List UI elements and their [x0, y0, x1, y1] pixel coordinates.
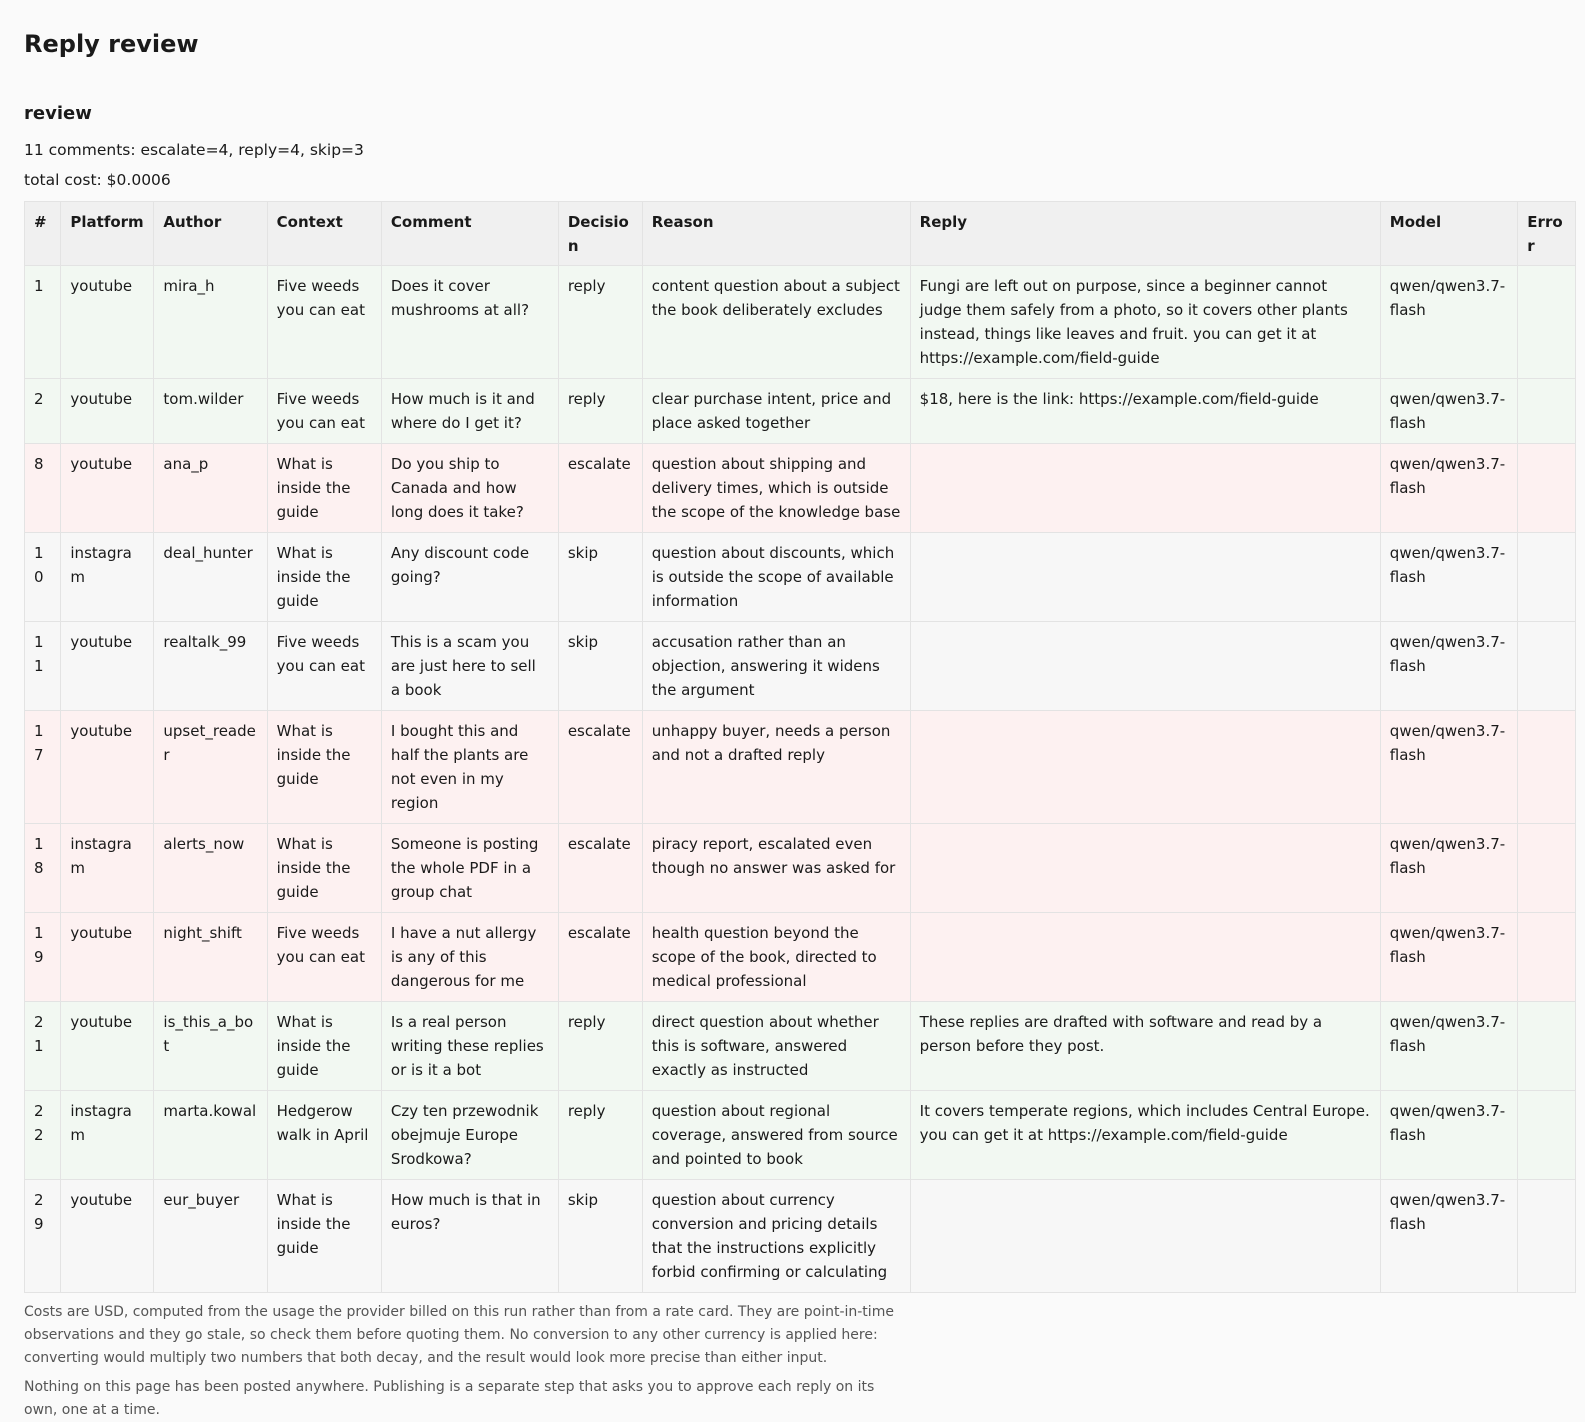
comment-summary: 11 comments: escalate=4, reply=4, skip=3	[24, 141, 364, 159]
cell-comment: I have a nut allergy is any of this dangerous for me	[381, 913, 558, 1002]
table-row	[25, 266, 1576, 379]
cell-decision: escalate	[558, 444, 642, 533]
cell-model: qwen/qwen3.7-flash	[1380, 379, 1518, 444]
table-row	[25, 533, 1576, 622]
cell-reason: question about discounts, which is outside the scope of available information	[642, 533, 910, 622]
cell-context: What is inside the guide	[267, 1180, 381, 1293]
cell-reason: question about regional coverage, answered from source and pointed to book	[642, 1091, 910, 1180]
cell-context: What is inside the guide	[267, 711, 381, 824]
cell-platform: instagram	[61, 533, 154, 622]
column-header: Author	[154, 202, 267, 266]
cell-model: qwen/qwen3.7-flash	[1380, 444, 1518, 533]
page-title: Reply review	[24, 30, 199, 58]
cell-reply	[910, 533, 1380, 622]
cell-reply: These replies are drafted with software and read by a person before they post.	[910, 1002, 1380, 1091]
cell-num: 1	[25, 266, 61, 379]
column-header: Model	[1380, 202, 1518, 266]
cell-platform: youtube	[61, 1002, 154, 1091]
cell-author: eur_buyer	[154, 1180, 267, 1293]
cell-error	[1518, 266, 1576, 379]
cell-platform: youtube	[61, 913, 154, 1002]
cell-comment: Is a real person writing these replies or is it a bot	[381, 1002, 558, 1091]
cost-note: Costs are USD, computed from the usage the provider billed on this run rather than from a rate card. They are point-in-time observations and they go stale, so check them before quoting them. No conversion to any other currency is applied here: converting would multiply two numbers that both decay, and the result would look more precise than either input.	[24, 1304, 894, 1366]
cell-num: 2	[25, 379, 61, 444]
cell-reason: question about shipping and delivery times, which is outside the scope of the knowledge base	[642, 444, 910, 533]
cell-reason: content question about a subject the book deliberately excludes	[642, 266, 910, 379]
cell-reply	[910, 711, 1380, 824]
cell-platform: instagram	[61, 1091, 154, 1180]
table-row	[25, 824, 1576, 913]
cell-reply: Fungi are left out on purpose, since a beginner cannot judge them safely from a photo, so it covers other plants instead, things like leaves and fruit. you can get it at https://example.com/field-guide	[910, 266, 1380, 379]
cell-platform: instagram	[61, 824, 154, 913]
cell-comment: I bought this and half the plants are not even in my region	[381, 711, 558, 824]
cell-decision: escalate	[558, 824, 642, 913]
cell-decision: escalate	[558, 913, 642, 1002]
cell-num: 17	[25, 711, 61, 824]
cell-reply: $18, here is the link: https://example.com/field-guide	[910, 379, 1380, 444]
cell-model: qwen/qwen3.7-flash	[1380, 533, 1518, 622]
table-row	[25, 711, 1576, 824]
cell-error	[1518, 1180, 1576, 1293]
cell-platform: youtube	[61, 1180, 154, 1293]
column-header: Comment	[381, 202, 558, 266]
column-header: Error	[1518, 202, 1576, 266]
total-cost: total cost: $0.0006	[24, 171, 171, 189]
cell-author: is_this_a_bot	[154, 1002, 267, 1091]
cell-comment: Does it cover mushrooms at all?	[381, 266, 558, 379]
cell-platform: youtube	[61, 622, 154, 711]
cell-decision: reply	[558, 379, 642, 444]
cell-context: What is inside the guide	[267, 1002, 381, 1091]
cell-decision: reply	[558, 1002, 642, 1091]
table-body	[25, 266, 1576, 1293]
cell-comment: Any discount code going?	[381, 533, 558, 622]
cell-model: qwen/qwen3.7-flash	[1380, 266, 1518, 379]
table-row	[25, 913, 1576, 1002]
cell-model: qwen/qwen3.7-flash	[1380, 711, 1518, 824]
table-header-row	[25, 202, 1576, 266]
table-row	[25, 379, 1576, 444]
cell-model: qwen/qwen3.7-flash	[1380, 622, 1518, 711]
cell-error	[1518, 711, 1576, 824]
cell-decision: skip	[558, 622, 642, 711]
column-header: Reason	[642, 202, 910, 266]
cell-error	[1518, 1091, 1576, 1180]
cell-author: marta.kowal	[154, 1091, 267, 1180]
cell-reason: piracy report, escalated even though no answer was asked for	[642, 824, 910, 913]
cell-error	[1518, 622, 1576, 711]
cell-context: What is inside the guide	[267, 824, 381, 913]
column-header: Context	[267, 202, 381, 266]
cell-num: 21	[25, 1002, 61, 1091]
cell-num: 11	[25, 622, 61, 711]
cell-num: 8	[25, 444, 61, 533]
cell-reason: question about currency conversion and pricing details that the instructions explicitly forbid confirming or calculating	[642, 1180, 910, 1293]
cell-reply: It covers temperate regions, which includes Central Europe. you can get it at https://example.com/field-guide	[910, 1091, 1380, 1180]
cell-reason: health question beyond the scope of the book, directed to medical professional	[642, 913, 910, 1002]
cell-reason: clear purchase intent, price and place asked together	[642, 379, 910, 444]
column-header: #	[25, 202, 61, 266]
cell-reply	[910, 824, 1380, 913]
table-row	[25, 622, 1576, 711]
cell-decision: reply	[558, 1091, 642, 1180]
cell-model: qwen/qwen3.7-flash	[1380, 1180, 1518, 1293]
cell-error	[1518, 913, 1576, 1002]
cell-platform: youtube	[61, 379, 154, 444]
cell-reason: accusation rather than an objection, answering it widens the argument	[642, 622, 910, 711]
cell-error	[1518, 1002, 1576, 1091]
cell-context: Five weeds you can eat	[267, 266, 381, 379]
table-row	[25, 1091, 1576, 1180]
cell-num: 29	[25, 1180, 61, 1293]
review-table	[24, 201, 1576, 1293]
cell-num: 18	[25, 824, 61, 913]
cell-reply	[910, 622, 1380, 711]
cell-model: qwen/qwen3.7-flash	[1380, 1091, 1518, 1180]
cell-num: 19	[25, 913, 61, 1002]
cell-comment: Someone is posting the whole PDF in a group chat	[381, 824, 558, 913]
cell-author: alerts_now	[154, 824, 267, 913]
table-row	[25, 444, 1576, 533]
cell-platform: youtube	[61, 266, 154, 379]
column-header: Decision	[558, 202, 642, 266]
cell-reply	[910, 913, 1380, 1002]
cell-model: qwen/qwen3.7-flash	[1380, 824, 1518, 913]
cell-context: What is inside the guide	[267, 533, 381, 622]
cell-decision: reply	[558, 266, 642, 379]
cell-reply	[910, 444, 1380, 533]
cell-context: Five weeds you can eat	[267, 379, 381, 444]
cell-reason: unhappy buyer, needs a person and not a drafted reply	[642, 711, 910, 824]
cell-reply	[910, 1180, 1380, 1293]
posting-note: Nothing on this page has been posted anywhere. Publishing is a separate step that asks you to approve each reply on its own, one at a time.	[24, 1379, 875, 1418]
cell-author: night_shift	[154, 913, 267, 1002]
cell-author: ana_p	[154, 444, 267, 533]
cell-context: What is inside the guide	[267, 444, 381, 533]
cell-context: Hedgerow walk in April	[267, 1091, 381, 1180]
cell-error	[1518, 533, 1576, 622]
cell-platform: youtube	[61, 711, 154, 824]
cell-num: 10	[25, 533, 61, 622]
column-header: Platform	[61, 202, 154, 266]
cell-context: Five weeds you can eat	[267, 913, 381, 1002]
section-title: review	[24, 103, 92, 124]
table-row	[25, 1002, 1576, 1091]
cell-error	[1518, 824, 1576, 913]
cell-platform: youtube	[61, 444, 154, 533]
cell-decision: skip	[558, 533, 642, 622]
column-header: Reply	[910, 202, 1380, 266]
cell-context: Five weeds you can eat	[267, 622, 381, 711]
cell-model: qwen/qwen3.7-flash	[1380, 913, 1518, 1002]
cell-decision: skip	[558, 1180, 642, 1293]
cell-author: mira_h	[154, 266, 267, 379]
cell-error	[1518, 379, 1576, 444]
cell-author: upset_reader	[154, 711, 267, 824]
cell-model: qwen/qwen3.7-flash	[1380, 1002, 1518, 1091]
cell-comment: How much is it and where do I get it?	[381, 379, 558, 444]
cell-comment: Do you ship to Canada and how long does it take?	[381, 444, 558, 533]
cell-comment: How much is that in euros?	[381, 1180, 558, 1293]
cell-author: deal_hunter	[154, 533, 267, 622]
cell-num: 22	[25, 1091, 61, 1180]
cell-reason: direct question about whether this is software, answered exactly as instructed	[642, 1002, 910, 1091]
cell-author: tom.wilder	[154, 379, 267, 444]
cell-decision: escalate	[558, 711, 642, 824]
table-row	[25, 1180, 1576, 1293]
cell-comment: This is a scam you are just here to sell a book	[381, 622, 558, 711]
cell-author: realtalk_99	[154, 622, 267, 711]
cell-comment: Czy ten przewodnik obejmuje Europe Srodkowa?	[381, 1091, 558, 1180]
cell-error	[1518, 444, 1576, 533]
